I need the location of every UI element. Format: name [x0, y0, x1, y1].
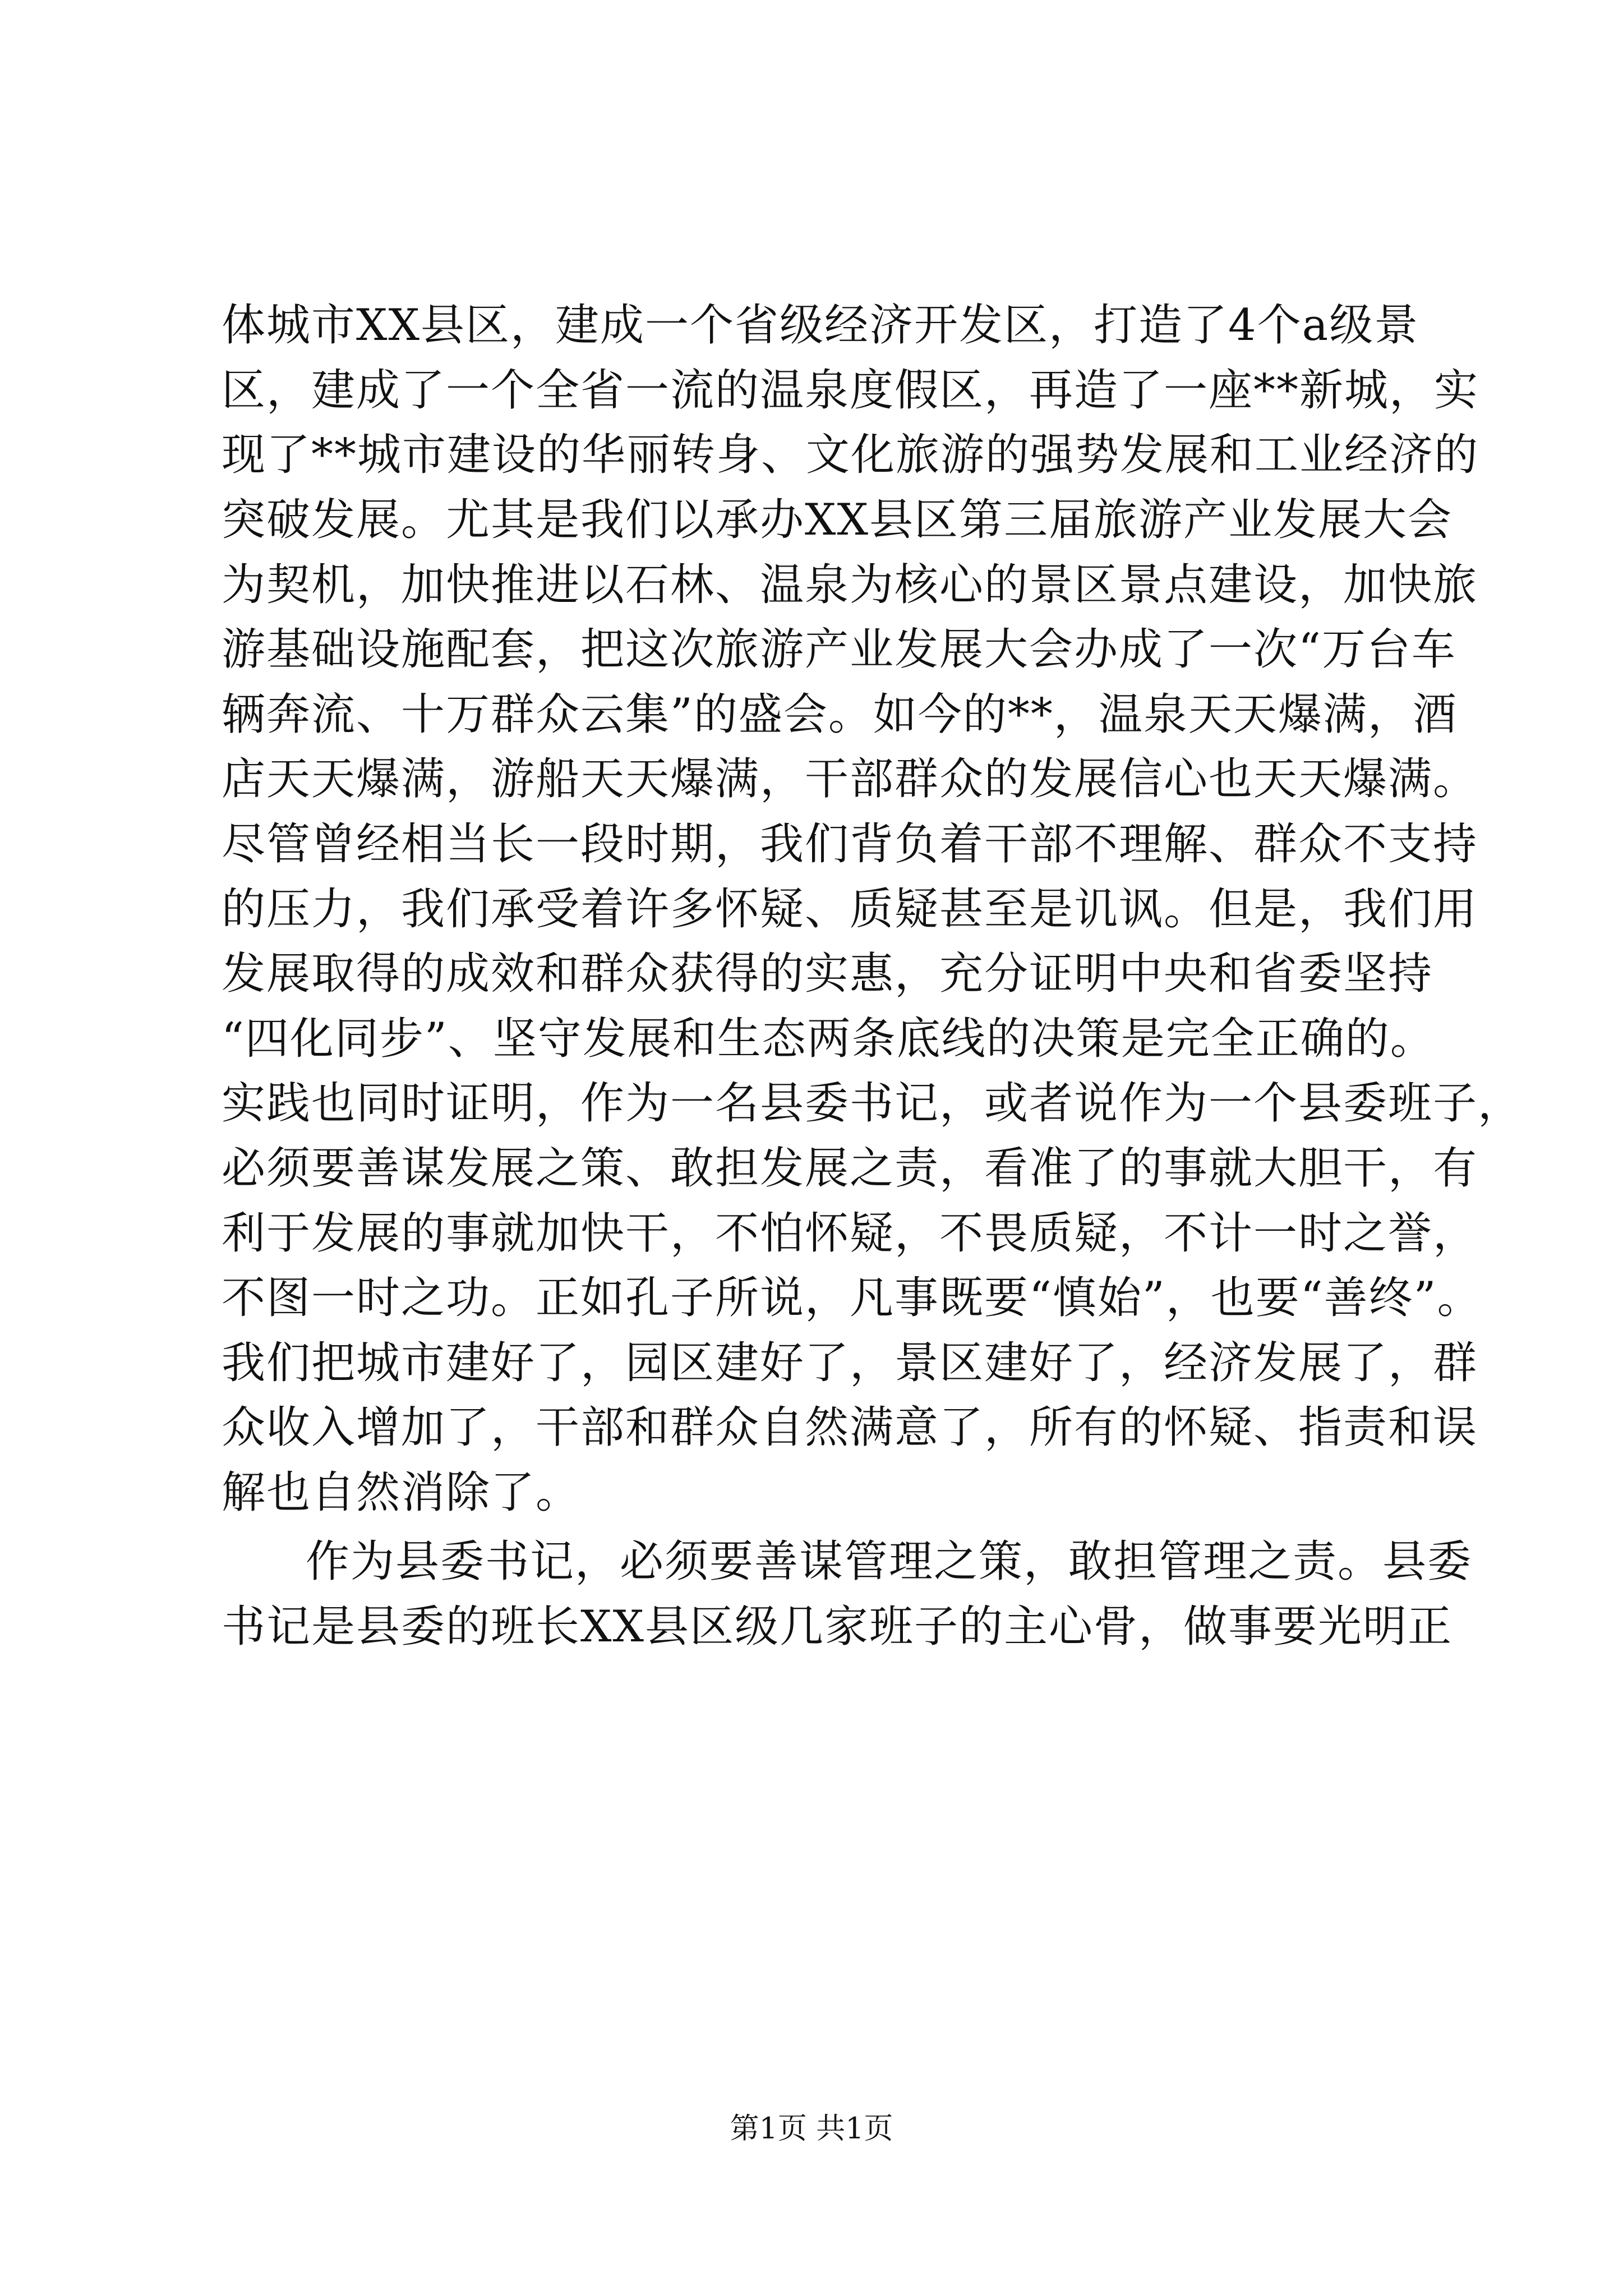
- text-line: 必须要善谋发展之策、敢担发展之责，看准了的事就大胆干，有: [222, 1143, 1478, 1194]
- text-line: 游基础设施配套，把这次旅游产业发展大会办成了一次“万台车: [222, 624, 1456, 675]
- text-line: 的压力，我们承受着许多怀疑、质疑甚至是讥讽。但是，我们用: [222, 884, 1478, 935]
- text-line: “四化同步”、坚守发展和生态两条底线的决策是完全正确的。: [222, 1014, 1435, 1064]
- text-line: 区，建成了一个全省一流的温泉度假区，再造了一座**新城，实: [222, 365, 1479, 416]
- text-line: 实践也同时证明，作为一名县委书记，或者说作为一个县委班子，: [222, 1078, 1523, 1129]
- text-line: 书记是县委的班长XX县区级几家班子的主心骨，做事要光明正: [222, 1602, 1453, 1652]
- text-line: 利于发展的事就加快干，不怕怀疑，不畏质疑，不计一时之誉，: [222, 1208, 1478, 1259]
- text-line: 解也自然消除了。: [222, 1467, 581, 1518]
- text-line: 体城市XX县区，建成一个省级经济开发区，打造了4个a级景: [222, 300, 1419, 351]
- text-line: 突破发展。尤其是我们以承办XX县区第三届旅游产业发展大会: [222, 495, 1453, 545]
- text-line: 众收入增加了，干部和群众自然满意了，所有的怀疑、指责和误: [222, 1402, 1478, 1453]
- text-line: 为契机，加快推进以石林、温泉为核心的景区景点建设，加快旅: [222, 560, 1478, 610]
- text-line: 店天天爆满，游船天天爆满，干部群众的发展信心也天天爆满。: [222, 754, 1478, 804]
- text-line: 尽管曾经相当长一段时期，我们背负着干部不理解、群众不支持: [222, 819, 1478, 869]
- text-line: 现了**城市建设的华丽转身、文化旅游的强势发展和工业经济的: [222, 430, 1479, 480]
- page-footer: 第1页 共1页: [730, 2112, 893, 2146]
- text-line-indented: 作为县委书记，必须要善谋管理之策，敢担管理之责。县委: [306, 1536, 1473, 1587]
- text-line: 发展取得的成效和群众获得的实惠，充分证明中央和省委坚持: [222, 949, 1433, 999]
- text-line: 辆奔流、十万群众云集”的盛会。如今的**，温泉天天爆满，酒: [222, 689, 1458, 740]
- text-line: 不图一时之功。正如孔子所说，凡事既要“慎始”，也要“善终”。: [222, 1273, 1482, 1323]
- text-line: 我们把城市建好了，园区建好了，景区建好了，经济发展了，群: [222, 1338, 1478, 1388]
